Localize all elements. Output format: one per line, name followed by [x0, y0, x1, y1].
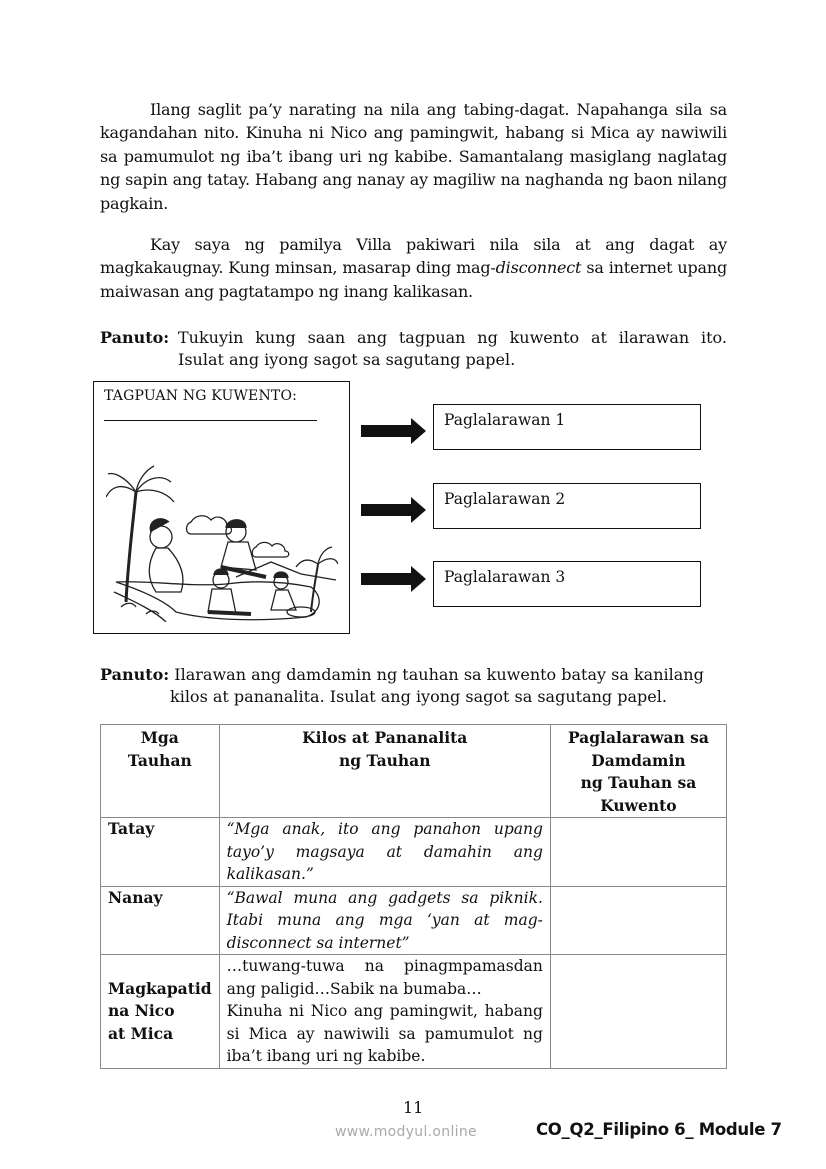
story-paragraph-1: [100, 98, 727, 215]
arrow-right-icon: [361, 566, 426, 592]
character-action: “Mga anak, ito ang panahon upang tayo’y magsaya at damahin ang kalikasan.”: [219, 818, 550, 887]
instruction-line-2: Isulat ang iyong sagot sa sagutang papel.: [178, 350, 516, 369]
header-line: ng Tauhan: [339, 750, 431, 770]
module-code: CO_Q2_Filipino 6_ Module 7: [536, 1120, 782, 1139]
answer-cell[interactable]: [550, 818, 726, 887]
paragraph-text: sa internet upang maiwasan ang pagtatampo ng inang kalikasan.: [100, 258, 727, 301]
header-line: Damdamin: [591, 750, 686, 770]
description-box-1[interactable]: [433, 404, 701, 450]
setting-box: [93, 381, 350, 634]
header-line: ng Tauhan sa: [580, 773, 697, 792]
answer-cell[interactable]: [550, 955, 726, 1069]
instruction-label: Panuto:: [100, 328, 170, 347]
arrow-right-icon: [361, 497, 426, 523]
table-row: [101, 818, 727, 887]
description-label: Paglalarawan 3: [444, 568, 566, 586]
name-line: na Nico: [108, 1001, 175, 1020]
instruction-line-1: Ilarawan ang damdamin ng tauhan sa kuwento batay sa kanilang: [174, 665, 704, 684]
name-line: Magkapatid: [108, 978, 212, 998]
header-line: Tauhan: [127, 750, 192, 770]
description-box-2[interactable]: [433, 483, 701, 529]
answer-blank-line[interactable]: [104, 420, 317, 421]
header-feelings: [550, 725, 726, 818]
table-header-row: [101, 725, 727, 818]
instruction-label: Panuto:: [100, 665, 170, 684]
header-characters: [101, 725, 220, 818]
character-name: [101, 955, 220, 1069]
page-number: 11: [403, 1098, 424, 1117]
paragraph-text: Ilang saglit pa’y narating na nila ang tabing-dagat. Napahanga sila sa kagandahan nito. Kinuha ni Nico ang pamingwit, habang si Mica ay nawiwili sa pamumulot ng iba’t ibang uri ng kabibe. Samantalang masiglang naglatag ng sapin ang tatay. Habang ang nanay ay magiliw na naghanda ng baon nilang pagkain.: [100, 100, 727, 213]
watermark: www.modyul.online: [335, 1124, 477, 1140]
header-line: Kilos at Pananalita: [302, 728, 468, 747]
character-name: Tatay: [101, 818, 220, 887]
character-action: [219, 955, 550, 1069]
table-row: [101, 886, 727, 955]
header-actions: [219, 725, 550, 818]
character-table: [100, 724, 727, 1069]
arrow-right-icon: [361, 418, 426, 444]
activity2-instruction: [100, 664, 727, 708]
instruction-line-2: kilos at pananalita. Isulat ang iyong sagot sa sagutang papel.: [170, 687, 667, 706]
action-line: Kinuha ni Nico ang pamingwit, habang si Mica ay nawiwili sa pamumulot ng iba’t ibang uri ng kabibe.: [226, 1002, 543, 1065]
character-name: Nanay: [101, 886, 220, 955]
activity1-instruction: [100, 327, 727, 371]
setting-label: TAGPUAN NG KUWENTO:: [104, 388, 298, 404]
instruction-line-1: Tukuyin kung saan ang tagpuan ng kuwento at ilarawan ito.: [178, 328, 727, 347]
story-paragraph-2: [100, 233, 727, 303]
action-line: …tuwang-tuwa na pinagmpamasdan ang paligid…Sabik na bumaba…: [226, 957, 543, 998]
character-action: “Bawal muna ang gadgets sa piknik. Itabi muna ang mga ‘yan at mag-disconnect sa internet”: [219, 886, 550, 955]
description-label: Paglalarawan 1: [444, 411, 566, 429]
description-box-3[interactable]: [433, 561, 701, 607]
paragraph-text: Kay saya ng pamilya Villa pakiwari nila sila at ang dagat ay magkakaugnay. Kung minsan, masarap ding mag-: [100, 235, 727, 278]
header-line: Paglalarawan sa: [567, 728, 709, 747]
family-picnic-illustration: [106, 452, 338, 622]
table-row: [101, 955, 727, 1069]
header-line: Mga: [140, 728, 179, 747]
answer-cell[interactable]: [550, 886, 726, 955]
description-label: Paglalarawan 2: [444, 490, 566, 508]
name-line: at Mica: [108, 1023, 174, 1043]
italic-word: disconnect: [495, 258, 582, 278]
header-line: Kuwento: [600, 795, 677, 815]
